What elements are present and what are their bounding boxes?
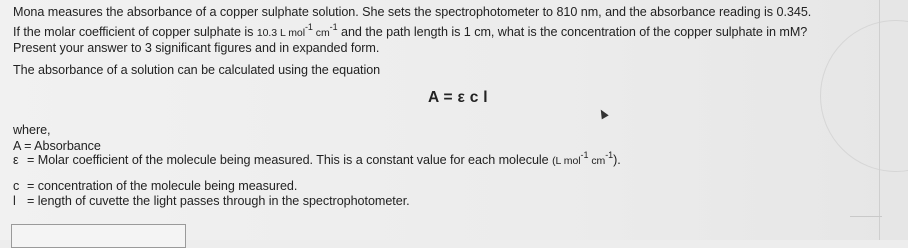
mouse-cursor-icon (597, 108, 608, 120)
question-line-1: Mona measures the absorbance of a copper sulphate solution. She sets the spectrophotometer to 810 nm, and the absorbance reading is 0.345. (13, 5, 812, 19)
divider-vertical (879, 0, 880, 240)
exponent: -1 (304, 22, 313, 32)
definition-symbol: ε (13, 153, 19, 167)
unit: ). (613, 153, 621, 167)
where-label: where, (13, 123, 51, 137)
definition-text: = concentration of the molecule being measured. (27, 179, 298, 193)
definition-symbol: c (13, 179, 20, 193)
definition-text: = Molar coefficient of the molecule being measured. This is a constant value for each molecule (27, 153, 553, 167)
definition-symbol: l (13, 194, 16, 208)
definition-epsilon (13, 152, 621, 169)
exponent: -1 (605, 150, 614, 160)
question-text-b: and the path length is 1 cm, what is the concentration of the copper sulphate in mM? (337, 25, 808, 39)
unit: cm (588, 155, 606, 167)
exponent: -1 (329, 22, 338, 32)
definition-l (13, 193, 410, 209)
definition-c (13, 178, 297, 194)
question-line-3: Present your answer to 3 significant figures and in expanded form. (13, 41, 380, 55)
unit: (L mol (552, 155, 581, 167)
answer-input-box[interactable] (11, 224, 186, 248)
exponent: -1 (580, 150, 589, 160)
intro-text: The absorbance of a solution can be calculated using the equation (13, 63, 381, 77)
unit-cm: cm (312, 27, 330, 39)
background-arc (820, 20, 908, 172)
definition-text: = length of cuvette the light passes through in the spectrophotometer. (27, 194, 410, 208)
divider-horizontal (850, 216, 882, 217)
question-text-a: If the molar coefficient of copper sulphate is (13, 25, 257, 39)
definition-symbol: A (13, 139, 21, 153)
molar-coefficient-value: 10.3 L mol (256, 27, 305, 39)
question-line-2 (13, 24, 807, 41)
definition-text: = Absorbance (24, 139, 101, 153)
equation: A = ε c l (428, 89, 488, 106)
